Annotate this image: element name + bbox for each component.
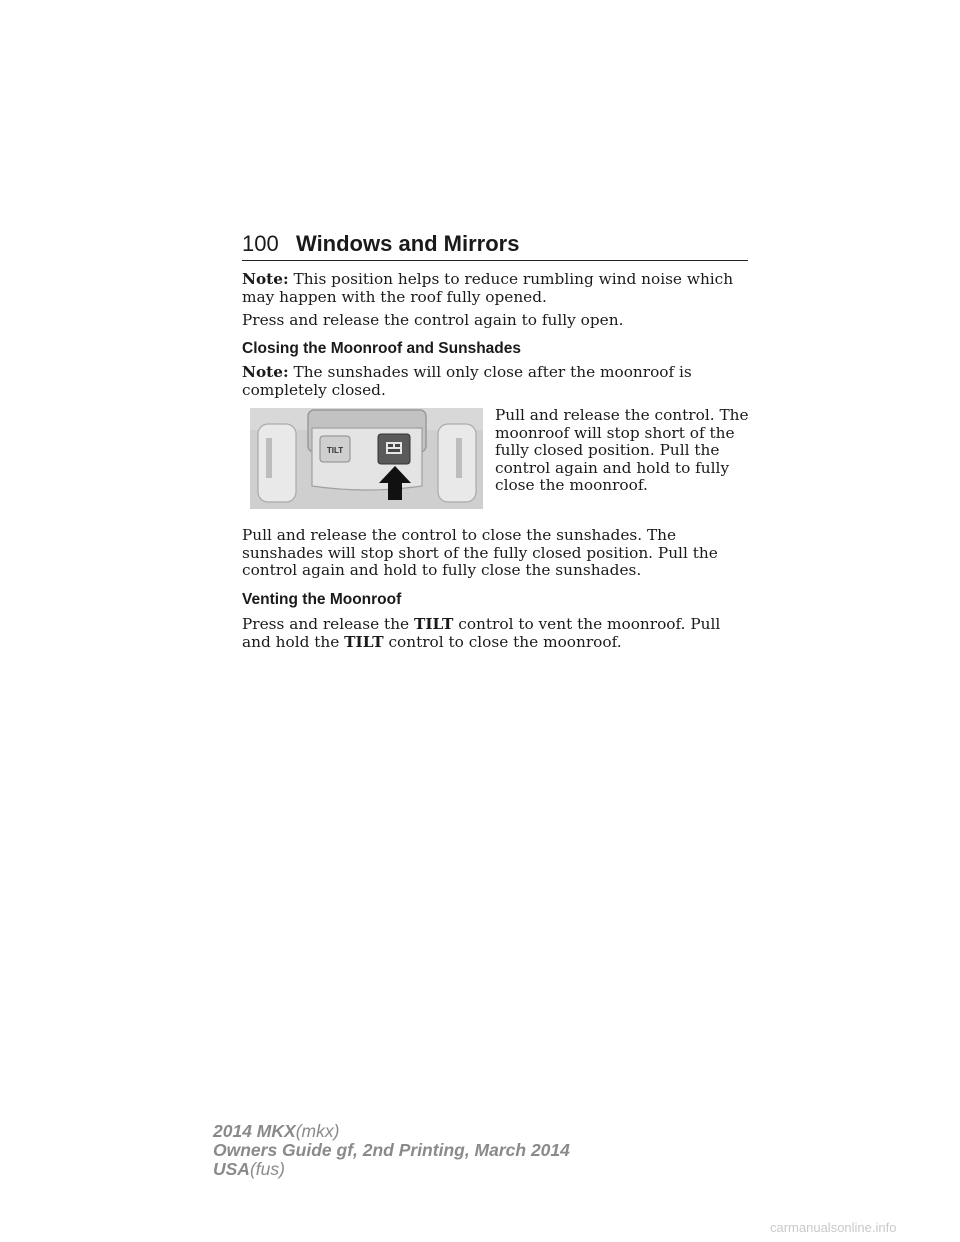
tilt-control-label: TILT <box>344 632 384 651</box>
heading-closing-moonroof: Closing the Moonroof and Sunshades <box>242 340 521 357</box>
venting-text: control to vent the moonroof. Pull and hold the <box>242 615 721 651</box>
paragraph-close-sunshades: Pull and release the control to close the sunshades. The sunshades will stop short of the fully closed position. Pull the control again and hold to fully close the sunshades. <box>242 526 718 579</box>
footer-model: 2014 MKX <box>213 1121 296 1141</box>
note-rumbling <box>242 271 752 306</box>
tilt-button-label: TILT <box>326 446 344 455</box>
footer-region-code: (fus) <box>249 1159 285 1179</box>
note-text: The sunshades will only close after the moonroof is completely closed. <box>242 363 692 399</box>
footer-region: USA <box>213 1159 250 1179</box>
note-label: Note: <box>242 363 289 381</box>
moonroof-control-figure <box>250 408 483 509</box>
section-title: Windows and Mirrors <box>296 231 520 256</box>
paragraph-venting <box>242 616 752 651</box>
venting-text: control to close the moonroof. <box>383 632 622 651</box>
heading-venting-moonroof: Venting the Moonroof <box>242 591 402 608</box>
tilt-control-label: TILT <box>413 615 454 633</box>
page-footer <box>213 1122 570 1179</box>
overhead-console-illustration <box>250 408 483 509</box>
venting-text: Press and release the <box>242 615 414 633</box>
note-text: This position helps to reduce rumbling wind noise which may happen with the roof fully opened. <box>242 270 734 306</box>
footer-guide: Owners Guide gf, 2nd Printing, March 2014 <box>213 1140 570 1160</box>
paragraph-fully-open: Press and release the control again to fully open. <box>242 311 624 329</box>
page-number: 100 <box>242 231 279 256</box>
page-header <box>242 230 748 261</box>
figure-caption-text: Pull and release the control. The moonroof will stop short of the fully closed position. Pull the control again and hold to fully close the moonroof. <box>495 406 749 494</box>
note-sunshades <box>242 364 752 399</box>
note-label: Note: <box>242 270 289 288</box>
footer-model-code: (mkx) <box>295 1121 340 1141</box>
watermark: carmanualsonline.info <box>770 1220 897 1235</box>
